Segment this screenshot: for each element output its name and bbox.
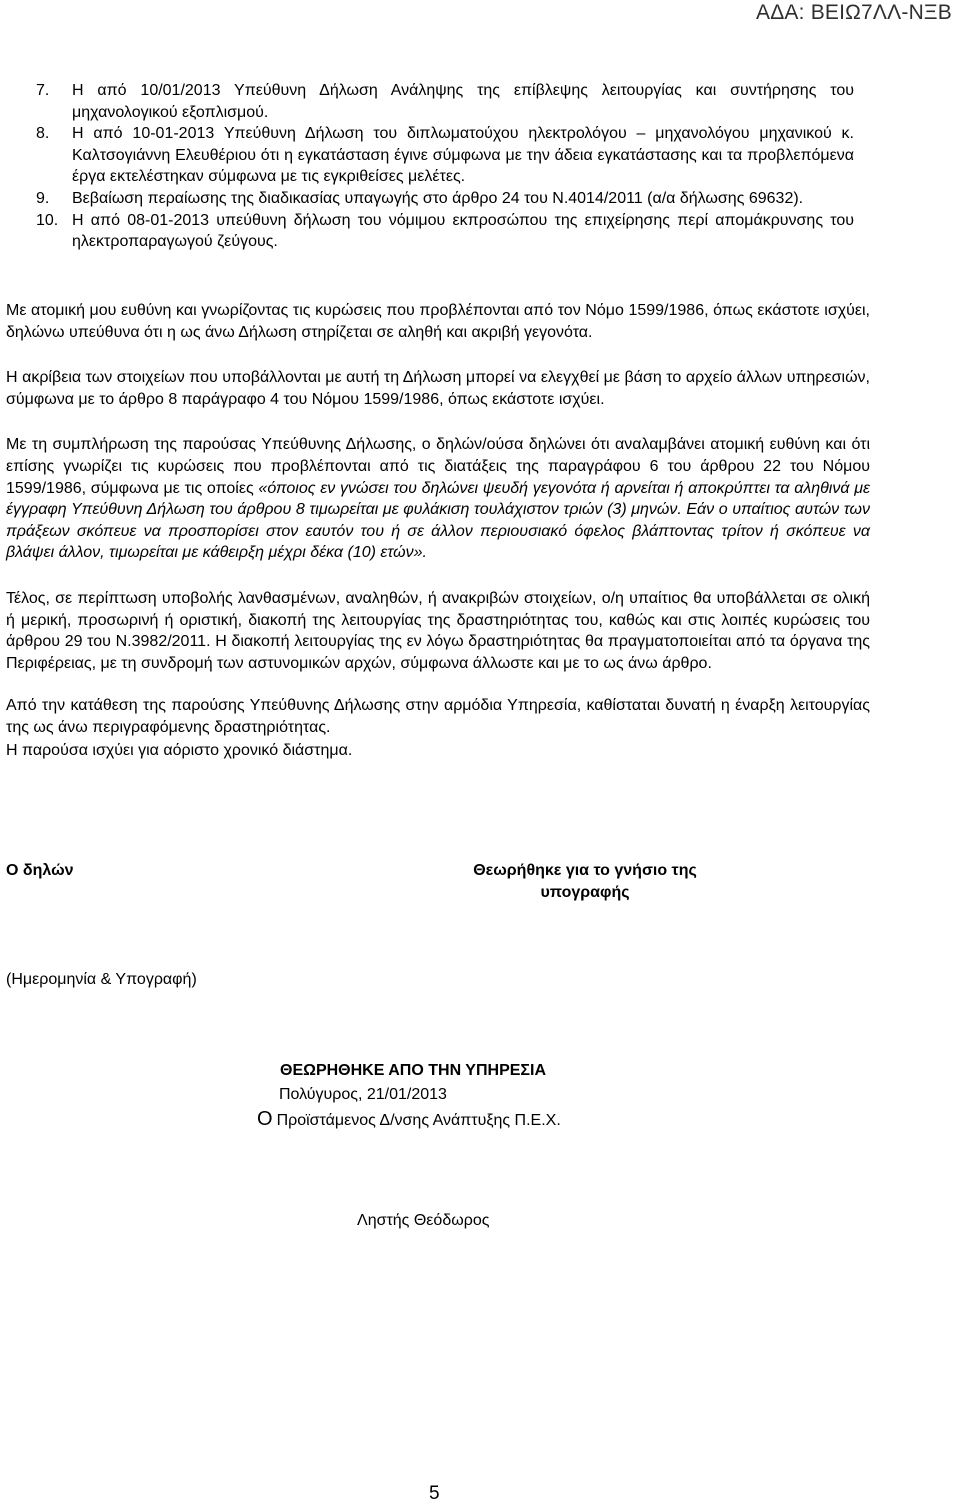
list-item-text: Η από 10/01/2013 Υπεύθυνη Δήλωση Ανάληψης της επίβλεψης λειτουργίας και συντήρησης του μηχανολογικού εξοπλισμού. <box>72 82 854 121</box>
attachments-list <box>36 80 854 253</box>
paragraph-penalties <box>6 434 870 564</box>
list-item-text: Η από 08-01-2013 υπεύθυνη δήλωση του νόμιμου εκπροσώπου της επιχείρησης περί απομάκρυνσης του ηλεκτροπαραγωγού ζεύγους. <box>72 211 854 251</box>
list-item <box>36 210 854 253</box>
paragraph-accuracy: Η ακρίβεια των στοιχείων που υποβάλλονται με αυτή τη Δήλωση μπορεί να ελεγχθεί με βάση το αρχείο άλλων υπηρεσιών, σύμφωνα με το άρθρο 8 παράγραφο 4 του Νόμου 1599/1986, όπως εκάστοτε ισχύει. <box>6 369 870 408</box>
verified-signature-label: Θεωρήθηκε για το γνήσιο της υπογραφής <box>473 862 697 901</box>
service-place-date: Πολύγυρος, 21/01/2013 <box>279 1086 447 1103</box>
paragraph-validity: Η παρούσα ισχύει για αόριστο χρονικό διάστημα. <box>6 741 353 759</box>
list-item-number: 8. <box>36 125 50 143</box>
service-head-name: Ληστής Θεόδωρος <box>357 1212 490 1229</box>
list-item <box>36 80 854 123</box>
list-item-text: Βεβαίωση περαίωσης της διαδικασίας υπαγωγής στο άρθρο 24 του Ν.4014/2011 (α/α δήλωσης 69632). <box>72 189 804 207</box>
paragraph-suspension: Τέλος, σε περίπτωση υποβολής λανθασμένων, αναληθών, ή ανακριβών στοιχείων, ο/η υπαίτιος θα υποβάλλεται σε ολική ή μερική, προσωρινή ή οριστική, διακοπή της λειτουργίας της δραστηριότητας του, καθώς και στις λοιπές κυρώσεις του άρθρου 29 του Ν.3982/2011. Η διακοπή λειτουργίας της εν λόγω δραστηριότητας θα πραγματοποιείται από τα όργανα της Περιφέρειας, με τη συνδρομή των αστυνομικών αρχών, σύμφωνα άλλωστε και με το ως άνω άρθρο. <box>6 589 870 672</box>
list-item-number: 10. <box>36 211 59 229</box>
paragraph-penalties-text: Με τη συμπλήρωση της παρούσας Υπεύθυνης Δήλωσης, ο δηλών/ούσα δηλώνει ότι αναλαμβάνει ατομική ευθύνη και ότι επίσης γνωρίζει τις κυρώσεις που προβλέπονται από τις διατάξεις της παραγράφου 6 του άρθρου 22 του Νόμου 1599/1986, σύμφωνα με τις οποίες <box>6 436 870 497</box>
list-item-text: Η από 10-01-2013 Υπεύθυνη Δήλωση του διπλωματούχου ηλεκτρολόγου – μηχανολόγου μηχανικού κ. Καλτσογιάννη Ελευθέριου ότι η εγκατάσταση έγινε σύμφωνα με την άδεια εγκατάστασης και τα προβλεπόμενα έργα εκτελέστηκαν σύμφωνα με τις εγκριθείσες μελέτες. <box>72 125 854 186</box>
declaration-body <box>6 300 870 761</box>
list-item <box>36 188 854 210</box>
date-signature-label: (Ημερομηνία & Υπογραφή) <box>6 971 197 988</box>
paragraph-penalties-quote: «όποιος εν γνώσει του δηλώνει ψευδή γεγονότα ή αρνείται ή αποκρύπτει τα αληθινά με έγγραφη Υπεύθυνη Δήλωση του άρθρου 8 τιμωρείται με φυλάκιση τουλάχιστον τριών (3) μηνών. Εάν ο υπαίτιος αυτών των πράξεων σκόπευε να προσπορίσει στον εαυτόν του ή σε άλλον περιουσιακό όφελος βλάπτοντας τρίτον ή σκόπευε να βλάψει άλλον, τιμωρείται με κάθειρξη μέχρι δέκα (10) ετών». <box>6 479 871 562</box>
page-number: 5 <box>429 1483 440 1504</box>
service-head-position: Προϊστάμενος Δ/νσης Ανάπτυξης Π.Ε.Χ. <box>276 1112 561 1129</box>
list-item-number: 7. <box>36 82 50 99</box>
service-stamp-title: ΘΕΩΡΗΘΗΚΕ ΑΠΟ ΤΗΝ ΥΠΗΡΕΣΙΑ <box>280 1062 547 1079</box>
list-item <box>36 123 854 188</box>
paragraph-responsibility: Με ατομική μου ευθύνη και γνωρίζοντας τις κυρώσεις που προβλέπονται από τον Νόμο 1599/1986, όπως εκάστοτε ισχύει, δηλώνω υπεύθυνα ότι η ως άνω Δήλωση στηρίζεται σε αληθή και ακριβή γεγονότα. <box>6 302 870 341</box>
service-head-title <box>257 1107 561 1133</box>
list-item-number: 9. <box>36 189 50 207</box>
ada-code: ΑΔΑ: ΒΕΙΩ7ΛΛ-ΝΞΒ <box>755 1 952 24</box>
service-head-article: Ο <box>257 1108 273 1130</box>
paragraph-operation-start: Από την κατάθεση της παρούσης Υπεύθυνης Δήλωσης στην αρμόδια Υπηρεσία, καθίσταται δυνατή η έναρξη λειτουργίας της ως άνω περιγραφόμενης δραστηριότητας. <box>6 697 870 736</box>
declarant-label: Ο δηλών <box>6 862 74 879</box>
